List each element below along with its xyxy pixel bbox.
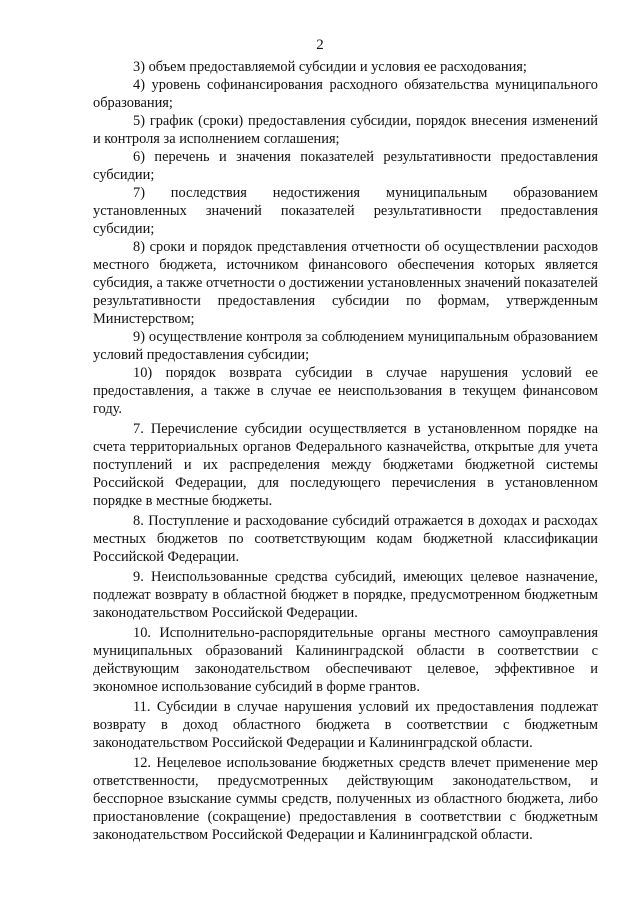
paragraph-item-6: 6) перечень и значения показателей результативности предоставления субсидии; [93,149,598,183]
paragraph-item-7: 7) последствия недостижения муниципальным образованием установленных значений показателей результативности предоставления субсидии; [93,185,598,237]
paragraph-item-4: 4) уровень софинансирования расходного обязательства муниципального образования; [93,77,598,111]
clause-11: 11. Субсидии в случае нарушения условий их предоставления подлежат возврату в доход областного бюджета в соответствии с бюджетным законодательством Российской Федерации и Калининградской области. [93,699,598,751]
clause-7: 7. Перечисление субсидии осуществляется в установленном порядке на счета территориальных органов Федерального казначейства, открытые для учета поступлений и их распределения между бюджетами бюджетной системы Российской Федерации, для последующего перечисления в установленном порядке в местные бюджеты. [93,421,598,509]
clause-10: 10. Исполнительно-распорядительные органы местного самоуправления муниципальных образований Калининградской области в соответствии с действующим законодательством обеспечивают целевое, эффективное и экономное использование субсидий в форме грантов. [93,625,598,695]
page-number: 2 [316,37,324,53]
paragraph-item-5: 5) график (сроки) предоставления субсидии, порядок внесения изменений и контроля за исполнением соглашения; [93,113,598,147]
clause-12: 12. Нецелевое использование бюджетных средств влечет применение мер ответственности, предусмотренных действующим законодательством, и бесспорное взыскание суммы средств, полученных из областного бюджета, либо приостановление (сокращение) предоставления в соответствии с бюджетным законодательством Российской Федерации и Калининградской области. [93,755,598,843]
clause-9: 9. Неиспользованные средства субсидий, имеющих целевое назначение, подлежат возврату в областной бюджет в порядке, предусмотренном бюджетным законодательством Российской Федерации. [93,569,598,621]
document-body [93,58,598,844]
paragraph-item-3: 3) объем предоставляемой субсидии и условия ее расходования; [133,59,527,75]
paragraph-item-10: 10) порядок возврата субсидии в случае нарушения условий ее предоставления, а также в случае ее неиспользования в текущем финансовом году. [93,365,598,417]
paragraph-item-9: 9) осуществление контроля за соблюдением муниципальным образованием условий предоставления субсидии; [93,329,598,363]
clause-8: 8. Поступление и расходование субсидий отражается в доходах и расходах местных бюджетов по соответствующим кодам бюджетной классификации Российской Федерации. [93,513,598,565]
paragraph-item-8: 8) сроки и порядок представления отчетности об осуществлении расходов местного бюджета, источником финансового обеспечения которых является субсидия, а также отчетности о достижении установленных значений показателей результативности предоставления субсидии по формам, утвержденным Министерством; [93,239,598,327]
